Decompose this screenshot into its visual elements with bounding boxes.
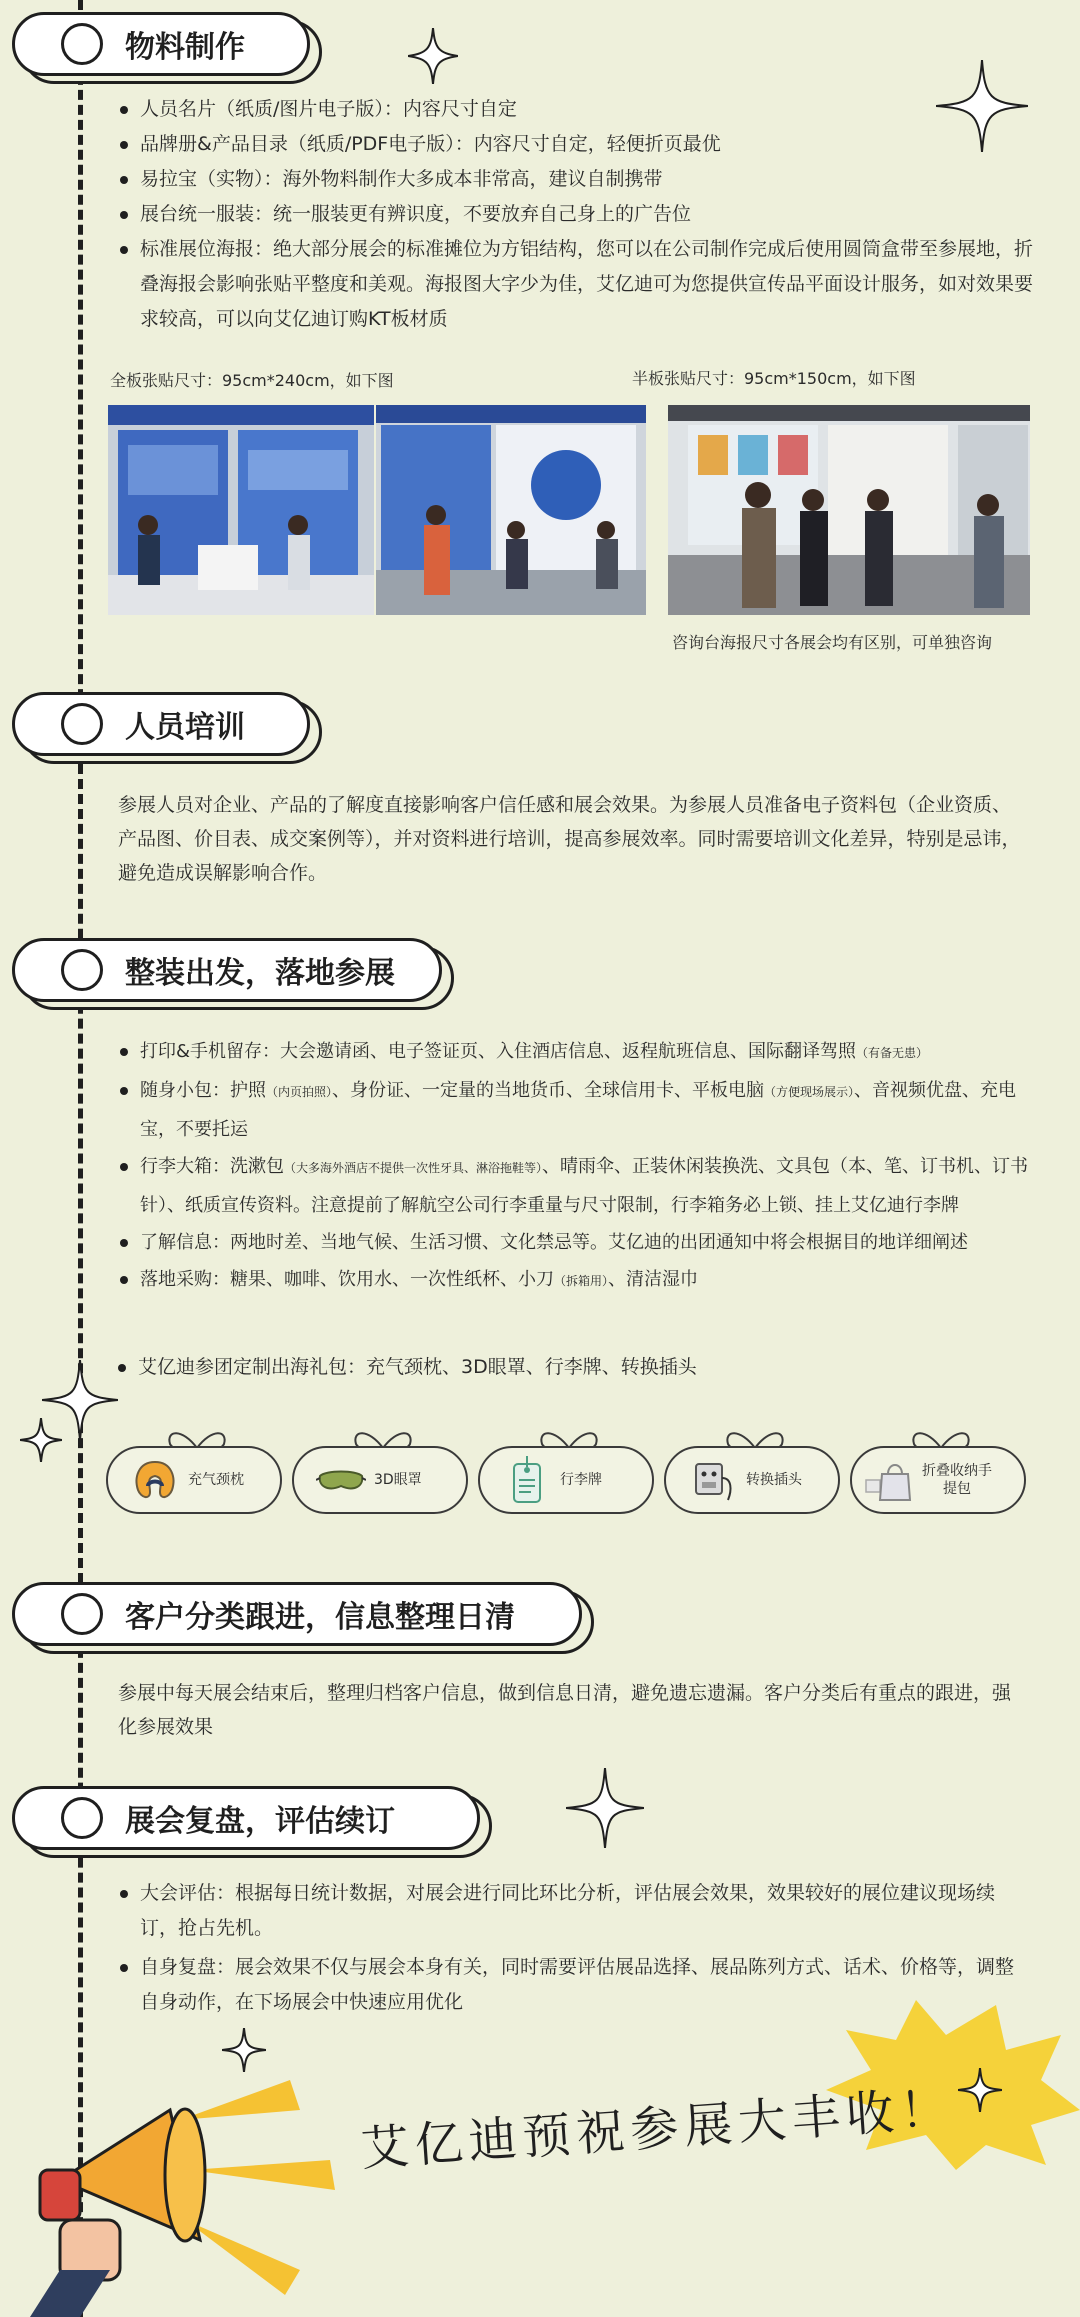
sparkle-star-icon <box>958 2068 1002 2112</box>
booth-photo-half-board <box>668 405 1030 615</box>
sparkle-star-icon <box>408 28 458 84</box>
list-item: 打印&手机留存：大会邀请函、电子签证页、入住酒店信息、返程航班信息、国际翻译驾照（有备无患） <box>118 1033 1028 1072</box>
section-title: 人员培训 <box>125 710 245 745</box>
list-item: 易拉宝（实物）：海外物料制作大多成本非常高，建议自制携带 <box>118 162 1038 197</box>
section-header-review <box>12 1786 480 1850</box>
sparkle-star-icon <box>936 60 1028 152</box>
full-board-caption: 全板张贴尺寸：95cm*240cm，如下图 <box>110 371 394 390</box>
header-circle-icon <box>61 703 103 745</box>
eye-mask-icon <box>316 1456 366 1504</box>
section-title: 展会复盘，评估续订 <box>125 1804 395 1839</box>
section-header-materials <box>12 12 310 76</box>
gift-eye-mask: 3D眼罩 <box>292 1446 470 1514</box>
section-header-departure <box>12 938 442 1002</box>
list-item: 自身复盘：展会效果不仅与展会本身有关，同时需要评估展品选择、展品陈列方式、话术、价格等，调整自身动作，在下场展会中快速应用优化 <box>118 1950 1028 2020</box>
photo-note: 咨询台海报尺寸各展会均有区别，可单独咨询 <box>672 633 993 652</box>
sparkle-star-icon <box>20 1418 62 1462</box>
header-circle-icon <box>61 23 103 65</box>
sparkle-star-icon <box>566 1768 644 1848</box>
booth-photo-full-board-1 <box>108 405 374 615</box>
megaphone-icon <box>0 2070 360 2317</box>
gift-tote-bag: 折叠收纳手提包 <box>850 1446 1028 1514</box>
section-header-followup <box>12 1582 582 1646</box>
sparkle-star-icon <box>222 2028 266 2072</box>
plug-adapter-icon <box>688 1456 738 1504</box>
section-title: 物料制作 <box>125 30 245 65</box>
gift-neck-pillow: 充气颈枕 <box>106 1446 284 1514</box>
section-title: 客户分类跟进，信息整理日清 <box>125 1600 515 1635</box>
half-board-caption: 半板张贴尺寸：95cm*150cm，如下图 <box>632 369 916 388</box>
departure-list <box>118 1033 1028 1300</box>
gift-luggage-tag: 行李牌 <box>478 1446 656 1514</box>
timeline-dashed-line <box>78 0 83 2317</box>
review-list <box>118 1876 1028 2020</box>
header-circle-icon <box>61 1593 103 1635</box>
list-item: 落地采购：糖果、咖啡、饮用水、一次性纸杯、小刀（拆箱用）、清洁湿巾 <box>118 1261 1028 1300</box>
section-title: 整装出发，落地参展 <box>125 956 395 991</box>
header-circle-icon <box>61 1797 103 1839</box>
luggage-tag-icon <box>502 1456 552 1504</box>
list-item: 展台统一服装：统一服装更有辨识度，不要放弃自己身上的广告位 <box>118 197 1038 232</box>
header-circle-icon <box>61 949 103 991</box>
gift-bullet <box>116 1350 1016 1385</box>
list-item: 品牌册&产品目录（纸质/PDF电子版）：内容尺寸自定，轻便折页最优 <box>118 127 1038 162</box>
list-item: 行李大箱：洗漱包（大多海外酒店不提供一次性牙具、淋浴拖鞋等）、晴雨伞、正装休闲装换洗、文具包（本、笔、订书机、订书针）、纸质宣传资料。注意提前了解航空公司行李重量与尺寸限制，行李箱务必上锁、挂上艾亿迪行李牌 <box>118 1148 1028 1224</box>
list-item: 标准展位海报：绝大部分展会的标准摊位为方铝结构，您可以在公司制作完成后使用圆筒盒带至参展地，折叠海报会影响张贴平整度和美观。海报图大字少为佳，艾亿迪可为您提供宣传品平面设计服务，如对效果要求较高，可以向艾亿迪订购KT板材质 <box>118 232 1040 337</box>
booth-photo-full-board-2 <box>376 405 646 615</box>
materials-list <box>118 92 1038 337</box>
tote-bag-icon <box>864 1456 914 1504</box>
followup-paragraph: 参展中每天展会结束后，整理归档客户信息，做到信息日清，避免遗忘遗漏。客户分类后有重点的跟进，强化参展效果 <box>118 1682 1012 1738</box>
section-header-training <box>12 692 310 756</box>
list-item: 随身小包：护照（内页拍照）、身份证、一定量的当地货币、全球信用卡、平板电脑（方便现场展示）、音视频优盘、充电宝，不要托运 <box>118 1072 1028 1148</box>
gift-plug-adapter: 转换插头 <box>664 1446 842 1514</box>
list-item: 人员名片（纸质/图片电子版）：内容尺寸自定 <box>118 92 1038 127</box>
list-item: 艾亿迪参团定制出海礼包：充气颈枕、3D眼罩、行李牌、转换插头 <box>116 1350 1016 1385</box>
training-paragraph: 参展人员对企业、产品的了解度直接影响客户信任感和展会效果。为参展人员准备电子资料包（企业资质、产品图、价目表、成交案例等），并对资料进行培训，提高参展效率。同时需要培训文化差异，特别是忌讳，避免造成误解影响合作。 <box>118 794 1021 884</box>
list-item: 了解信息：两地时差、当地气候、生活习惯、文化禁忌等。艾亿迪的出团通知中将会根据目的地详细阐述 <box>118 1224 1028 1261</box>
slogan-text: 艾亿迪预祝参展大丰收！ <box>359 2080 956 2178</box>
neck-pillow-icon <box>130 1456 180 1504</box>
list-item: 大会评估：根据每日统计数据，对展会进行同比环比分析，评估展会效果，效果较好的展位建议现场续订，抢占先机。 <box>118 1876 1028 1946</box>
